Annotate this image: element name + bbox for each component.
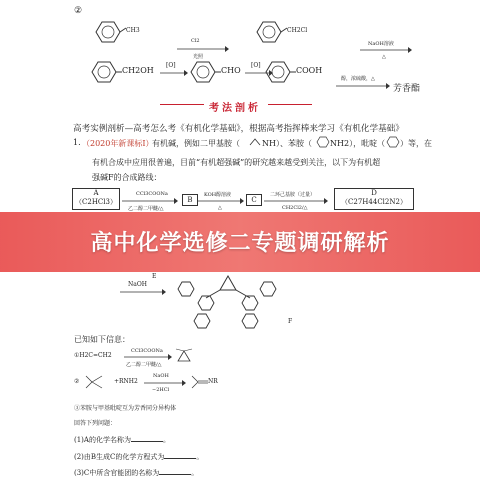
known-item2-reagent: +RNH2 bbox=[114, 378, 138, 385]
reaction-arrow-1 bbox=[177, 46, 229, 52]
reaction-arrow-ester bbox=[336, 83, 390, 89]
dichlorocyclopropane-icon bbox=[174, 348, 210, 364]
question-3: (3)C中所含官能团的名称为 。 bbox=[74, 469, 199, 477]
benzyl-chloride-substituent: CH2Cl bbox=[287, 27, 308, 34]
questions-heading: 回答下列问题： bbox=[74, 420, 117, 427]
route-arrow-naoh bbox=[120, 289, 166, 295]
compound-f-label: F bbox=[288, 318, 293, 325]
question-2: (2)由B生成C的化学方程式为 。 bbox=[74, 453, 204, 461]
known-item2-arrow-top: NaOH bbox=[153, 373, 169, 379]
marker-2: ② bbox=[74, 6, 83, 16]
benzoic-acid-substituent: COOH bbox=[296, 66, 323, 75]
box-a-label: A bbox=[93, 189, 99, 197]
question-3-text: (3)C中所含官能团的名称为 bbox=[74, 469, 160, 477]
naoh-arrow-condition-top: NaOH溶液 bbox=[368, 41, 394, 47]
ester-product: 芳香酯 bbox=[393, 84, 421, 94]
question-1-text: (1)A的化学名称为 bbox=[74, 436, 131, 444]
heading-rule-left bbox=[160, 104, 204, 105]
known-info-heading: 已知如下信息： bbox=[74, 335, 130, 344]
step3-condition: CH2Cl2/△ bbox=[282, 205, 308, 211]
compound-box-b bbox=[182, 194, 198, 206]
gem-dichloride-icon bbox=[84, 372, 110, 392]
question-line1-a: 有机碱，例如二甲基胺（ bbox=[152, 139, 240, 148]
naoh-label: NaOH bbox=[128, 281, 147, 288]
compound-f-structure-icon bbox=[180, 270, 300, 330]
oxidation-label-2: [O] bbox=[251, 62, 261, 69]
question-line3: 强碱F的合成路线： bbox=[92, 173, 162, 182]
question-2-text: (2)由B生成C的化学方程式为 bbox=[74, 453, 165, 461]
reaction-arrow-oxidation-1 bbox=[160, 70, 188, 76]
compound-box-a bbox=[72, 188, 120, 210]
aniline-ring-icon bbox=[316, 136, 330, 148]
answer-blank-1[interactable] bbox=[131, 434, 163, 442]
route-arrow-2 bbox=[198, 198, 244, 204]
arrow1-condition-top: Cl2 bbox=[191, 38, 200, 44]
route-arrow-3 bbox=[264, 198, 328, 204]
compound-box-c bbox=[246, 194, 262, 206]
box-c-label: C bbox=[251, 196, 257, 204]
step3-reagent: 二环己基胺（过量） bbox=[270, 192, 316, 198]
known-item1-arrow-bottom: 乙二醇二甲醚/△ bbox=[126, 362, 162, 368]
banner-title: 高中化学选修二专题调研解析 bbox=[90, 231, 390, 256]
box-d-label: D bbox=[371, 189, 377, 197]
known-item1-arrow-top: CCl3COONa bbox=[131, 348, 163, 354]
step2-condition: △ bbox=[218, 205, 222, 211]
toluene-substituent: CH3 bbox=[126, 27, 140, 34]
question-line1-d: ）等，在 bbox=[400, 139, 432, 148]
question-line2: 有机合成中应用很普遍，目前“有机超强碱”的研究越来越受到关注，以下为有机超 bbox=[92, 158, 381, 167]
ester-arrow-condition: 醇，浓硫酸，△ bbox=[341, 76, 375, 82]
section-heading: 考法剖析 bbox=[209, 103, 261, 114]
box-a-formula: （C2HCl3） bbox=[75, 198, 117, 206]
question-line1-b: NH）、苯胺（ bbox=[262, 139, 312, 148]
question-source: （2020年新课标Ⅰ） bbox=[82, 139, 154, 148]
compound-box-d bbox=[334, 188, 414, 210]
known-item1-arrow bbox=[124, 354, 172, 360]
question-line1-c: NH2），吡啶（ bbox=[330, 139, 386, 148]
benzaldehyde-substituent: CHO bbox=[221, 66, 241, 75]
benzyl-alcohol-substituent: CH2OH bbox=[122, 66, 154, 75]
question-1: (1)A的化学名称为 。 bbox=[74, 436, 170, 444]
known-item1-formula: ①H2C=CH2 bbox=[74, 352, 112, 359]
reaction-arrow-naoh bbox=[360, 47, 412, 53]
step1-reagent: CCl3COONa bbox=[136, 191, 168, 197]
known-item3: ③苯胺与甲基吡啶互为芳香同分异构体 bbox=[74, 405, 177, 412]
naoh-arrow-condition-bottom: △ bbox=[382, 54, 386, 60]
box-d-formula: （C27H44Cl2N2） bbox=[341, 198, 407, 206]
dimethylamine-structure-icon bbox=[249, 137, 263, 147]
answer-blank-2[interactable] bbox=[164, 451, 196, 459]
step1-condition: 乙二醇二甲醚/△ bbox=[128, 206, 164, 212]
intro-line: 高考实例剖析—高考怎么考《有机化学基础》，根据高考指挥棒来学习《有机化学基础》 bbox=[73, 124, 404, 134]
step2-reagent: KOH醇溶液 bbox=[204, 192, 232, 198]
known-item2-arrow bbox=[144, 380, 186, 386]
heading-rule-right bbox=[268, 104, 312, 105]
question-number: 1. bbox=[73, 138, 81, 147]
arrow1-condition-bottom: 光照 bbox=[193, 54, 204, 60]
answer-blank-3[interactable] bbox=[159, 467, 191, 475]
known-item2-product: NR bbox=[208, 378, 218, 385]
pyridine-ring-icon bbox=[386, 136, 400, 148]
box-b-label: B bbox=[187, 196, 193, 204]
known-item2-arrow-bottom: −2HCl bbox=[152, 387, 170, 393]
route-arrow-1 bbox=[122, 198, 178, 204]
oxidation-label-1: [O] bbox=[166, 62, 176, 69]
compound-e-label: E bbox=[152, 273, 157, 280]
known-item2-prefix: ② bbox=[74, 378, 80, 385]
